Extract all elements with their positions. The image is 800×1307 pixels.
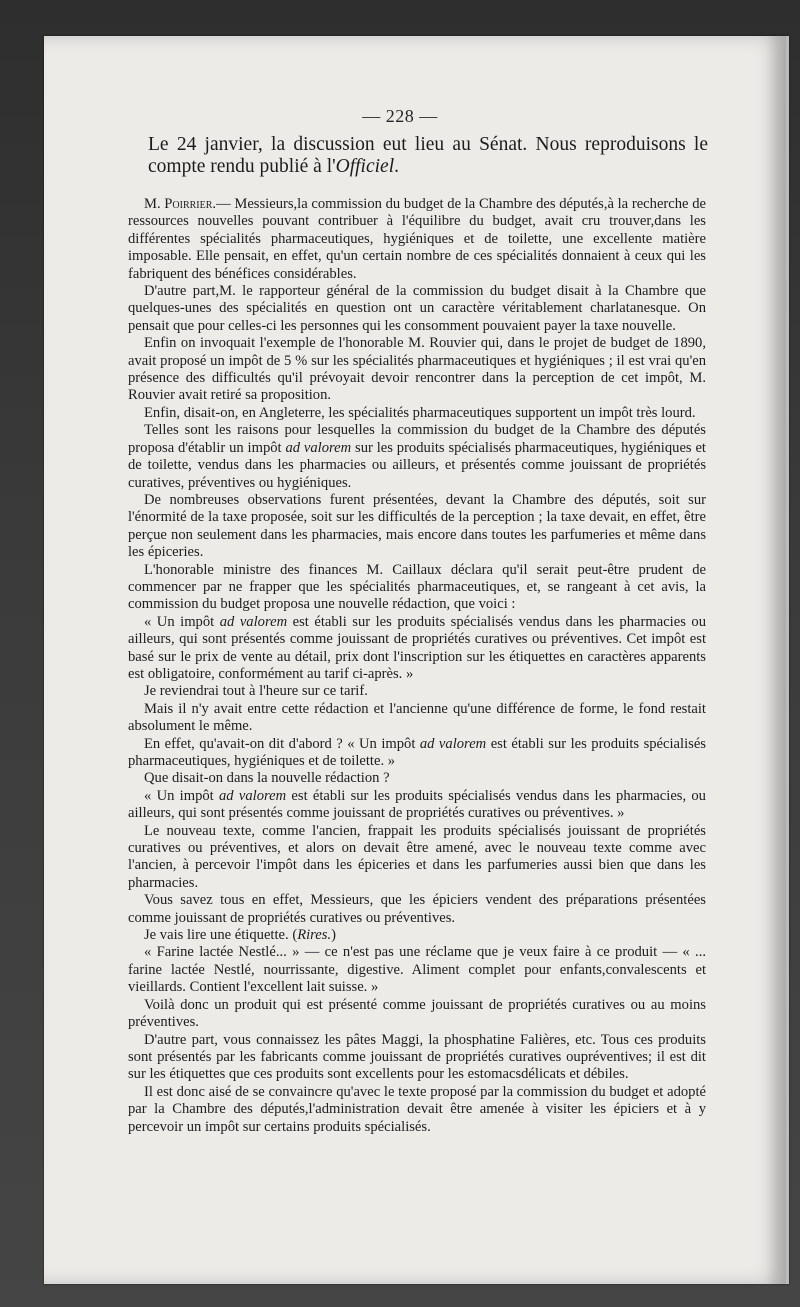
paragraph-5 (128, 422, 706, 492)
intro-italic: Officiel (335, 156, 395, 177)
document-body (128, 196, 706, 1136)
paragraph-17: « Farine lactée Nestlé... » — ce n'est pas une réclame que je veux faire à ce produit — « ... farine lactée Nestlé, nourrissante, digestive. Aliment complet pour enfants,convalescents et vieillards. Contient l'excellent lait suisse. » (128, 944, 706, 996)
paragraph-5-b: sur les produits spécialisés pharmaceutiques, hygiéniques et de toilette, vendus dans les pharmacies ou ailleurs, et présentés comme jouissant de propriétés curatives, préventives ou hygiéniques. (128, 439, 706, 491)
paragraph-19: D'autre part, vous connaissez les pâtes Maggi, la phosphatine Falières, etc. Tous ces produits sont présentés par les fabricants comme jouissant de propriétés curatives oupréventives; il est dit sur les étiquettes que ces produits sont excellents pour les estomacsdélicats et débiles. (128, 1031, 706, 1083)
paragraph-14: Le nouveau texte, comme l'ancien, frappait les produits spécialisés jouissant de propriétés curatives ou préventives, et alors on devait être amené, avec le nouveau texte comme avec l'ancien, à percevoir l'impôt dans les épiceries et dans les parfumeries aussi bien que dans les pharmacies. (128, 822, 706, 891)
paragraph-13-b: est établi sur les produits spécialisés vendus dans les pharmacies, ou ailleurs, qui sont présentés comme jouissant de propriétés curatives ou préventives. » (128, 787, 706, 822)
paragraph-11 (128, 736, 706, 771)
paragraph-18: Voilà donc un produit qui est présenté comme jouissant de propriétés curatives ou au moins préventives. (128, 996, 706, 1031)
speaker-name: M. Poirrier. (144, 196, 217, 212)
paragraph-8-a: « Un impôt (144, 613, 220, 630)
paragraph-1 (128, 196, 706, 283)
paragraph-16-a: Je vais lire une étiquette. ( (144, 927, 298, 944)
paragraph-3: Enfin on invoquait l'exemple de l'honorable M. Rouvier qui, dans le projet de budget de 1890, avait proposé un impôt de 5 % sur les spécialités pharmaceutiques et hygiéniques ; il est vrai qu'en présence des difficultés qu'il prévoyait devoir rencontrer dans la perception de cet impôt, M. Rouvier avait retiré sa proposition. (128, 335, 706, 404)
page-fold-shadow (766, 36, 786, 1284)
paragraph-13-italic: ad valorem (219, 787, 287, 804)
speaker-lead: — Messieurs,la commission du budget de la Chambre des députés,à la recherche de ressources nouvelles pouvant contribuer à l'équilibre du budget, avait cru trouver,dans les différentes spécialités pharmaceutiques, hygiéniques et de toilette, une excellente matière imposable. Elle pensait, en effet, qu'un certain nombre de ces spécialités donnaient à ceux qui les fabriquent des bénéfices considérables. (128, 196, 706, 282)
intro-end: . (394, 156, 399, 177)
paragraph-8 (128, 614, 706, 684)
paragraph-2: D'autre part,M. le rapporteur général de la commission du budget disait à la Chambre que quelques-unes des spécialités en question ont un caractère véritablement charlatanesque. On pensait que pour celles-ci les personnes qui les consomment pouvaient payer la taxe nouvelle. (128, 283, 706, 334)
paragraph-16 (128, 927, 706, 944)
paragraph-12: Que disait-on dans la nouvelle rédaction ? (144, 770, 390, 787)
paragraph-5-a: Telles sont les raisons pour lesquelles la commission du budget de la Chambre des députés proposa d'établir un impôt (128, 422, 706, 456)
paragraph-11-b: est établi sur les produits spécialisés pharmaceutiques, hygiéniques et de toilette. » (128, 735, 706, 769)
paragraph-9: Je reviendrai tout à l'heure sur ce tarif. (144, 683, 368, 700)
paragraph-15: Vous savez tous en effet, Messieurs, que les épiciers vendent des préparations présentées comme jouissant de propriétés curatives ou préventives. (128, 892, 706, 926)
paragraph-16-italic: Rires. (297, 927, 332, 944)
paragraph-11-italic: ad valorem (419, 735, 487, 752)
paragraph-4: Enfin, disait-on, en Angleterre, les spécialités pharmaceutiques supportent un impôt très lourd. (144, 404, 696, 421)
paragraph-16-b: ) (331, 927, 336, 944)
paragraph-13-a: « Un impôt (144, 787, 219, 804)
page-number: — 228 — (362, 106, 438, 126)
paragraph-13 (128, 788, 706, 823)
paragraph-8-b: est établi sur les produits spécialisés vendus dans les pharmacies ou ailleurs, qui sont présentés comme jouissant de propriétés curatives ou préventives. Cet impôt est basé sur le prix de vente au détail, prix dont l'inscription sur les étiquettes en caractères apparents est obligatoire, conformément au tarif ci-après. » (128, 613, 706, 682)
paragraph-11-a: En effet, qu'avait-on dit d'abord ? « Un impôt (144, 735, 420, 752)
intro-paragraph (148, 134, 708, 178)
paragraph-6: De nombreuses observations furent présentées, devant la Chambre des députés, soit sur l'énormité de la taxe proposée, soit sur les difficultés de la perception ; la taxe devait, en effet, être perçue non seulement dans les pharmacies, mais encore dans toutes les parfumeries et même dans les épiceries. (128, 491, 706, 561)
intro-text: Le 24 janvier, la discussion eut lieu au Sénat. Nous reproduisons le compte rendu publié à l' (148, 134, 708, 177)
paragraph-10: Mais il n'y avait entre cette rédaction et l'ancienne qu'une différence de forme, le fond restait absolument le même. (128, 700, 706, 735)
paragraph-8-italic: ad valorem (219, 613, 288, 630)
paragraph-7: L'honorable ministre des finances M. Caillaux déclara qu'il serait peut-être prudent de commencer par ne frapper que les spécialités pharmaceutiques, et, se rangeant à cet avis, la commission du budget proposa une nouvelle rédaction, que voici : (128, 561, 706, 613)
paragraph-20: Il est donc aisé de se convaincre qu'avec le texte proposé par la commission du budget et adopté par la Chambre des députés,l'administration devait être amenée à visiter les épiciers et à y percevoir un impôt sur certains produits spécialisés. (128, 1083, 706, 1135)
paragraph-5-italic: ad valorem (285, 439, 352, 456)
